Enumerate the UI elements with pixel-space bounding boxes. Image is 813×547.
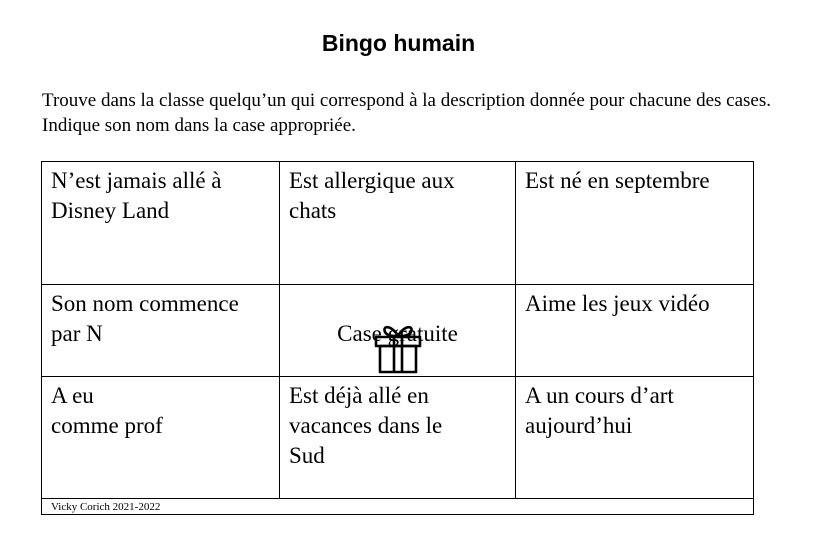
page-title: Bingo humain: [321, 30, 476, 56]
bingo-cell[interactable]: Est déjà allé en vacances dans le Sud: [289, 383, 443, 468]
bingo-cell[interactable]: Aime les jeux vidéo: [525, 291, 710, 316]
gift-icon: [373, 321, 423, 375]
bingo-cell[interactable]: Son nom commence par N: [51, 291, 239, 346]
grid-divider: [42, 498, 753, 499]
free-cell[interactable]: [280, 285, 515, 376]
bingo-cell[interactable]: Est né en septembre: [525, 168, 710, 193]
footer-credit: Vicky Corich 2021-2022: [51, 501, 161, 513]
bingo-grid: [41, 161, 754, 515]
bingo-cell[interactable]: Est allergique aux chats: [289, 168, 455, 223]
bingo-cell[interactable]: A un cours d’art aujourd’hui: [525, 383, 674, 438]
free-cell-label: Case gratuite: [337, 321, 458, 346]
instructions: Trouve dans la classe quelqu’un qui correspond à la description donnée pour chacune des cases. Indique son nom dans la case appropriée.: [42, 90, 771, 136]
bingo-cell[interactable]: N’est jamais allé à Disney Land: [51, 168, 222, 223]
bingo-cell[interactable]: A eu comme prof: [51, 383, 163, 438]
